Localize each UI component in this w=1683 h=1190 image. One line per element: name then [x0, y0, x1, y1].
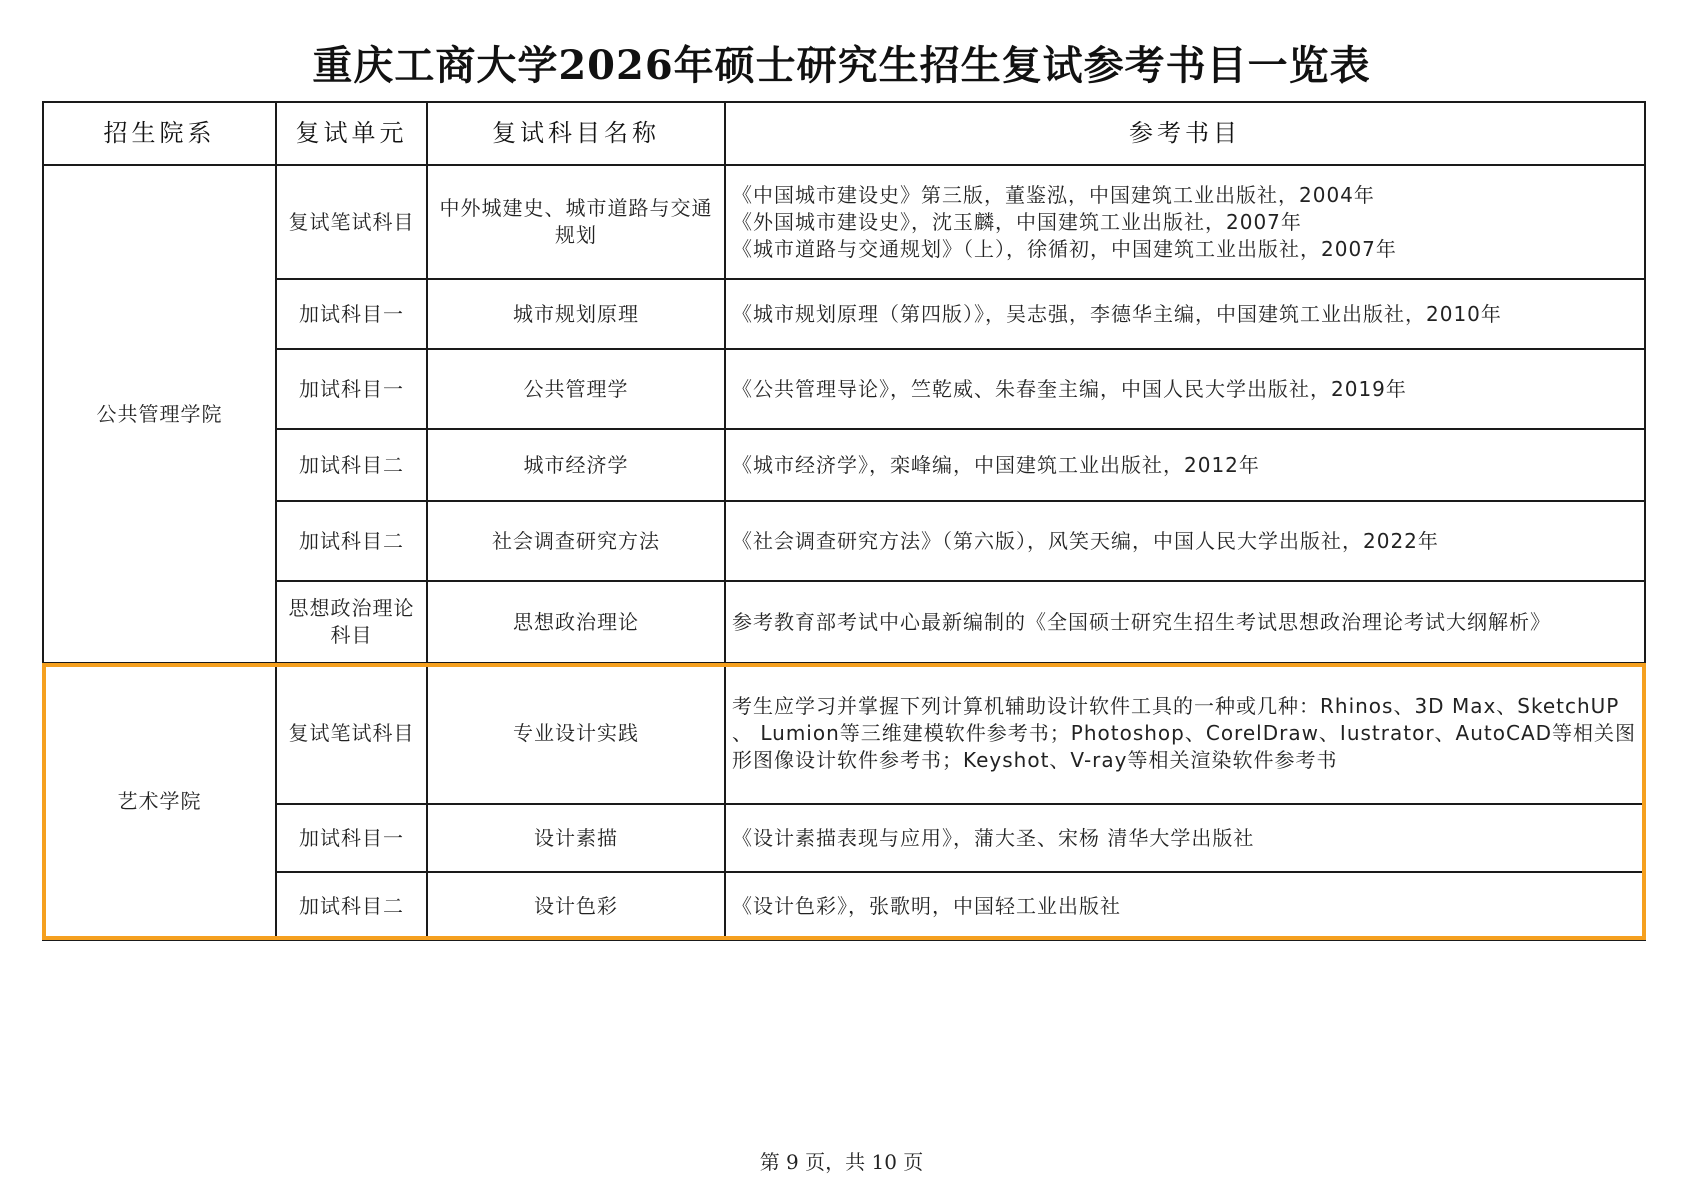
college-cell-public-management: 公共管理学院: [43, 165, 276, 663]
table-row: [43, 279, 1645, 349]
subject-cell: 社会调查研究方法: [427, 501, 725, 581]
unit-cell: 思想政治理论科目: [276, 581, 427, 663]
books-cell: [725, 872, 1645, 940]
table-row: [43, 804, 1645, 872]
table-row: [43, 349, 1645, 429]
subject-cell: 中外城建史、城市道路与交通规划: [427, 165, 725, 279]
books-cell: [725, 349, 1645, 429]
books-cell: [725, 165, 1645, 279]
unit-cell: 加试科目一: [276, 349, 427, 429]
reference-book-table: [42, 101, 1646, 941]
book-entry: 《社会调查研究方法》（第六版），风笑天编，中国人民大学出版社，2022年: [732, 528, 1439, 553]
subject-cell: 思想政治理论: [427, 581, 725, 663]
unit-cell: 复试笔试科目: [276, 165, 427, 279]
unit-cell: 加试科目二: [276, 429, 427, 501]
book-entry: 《设计素描表现与应用》，蒲大圣、宋杨 清华大学出版社: [732, 825, 1255, 850]
books-cell: [725, 429, 1645, 501]
unit-cell: 加试科目二: [276, 872, 427, 940]
college-cell-art: 艺术学院: [43, 663, 276, 940]
unit-cell: 加试科目二: [276, 501, 427, 581]
book-entry: 参考教育部考试中心最新编制的《全国硕士研究生招生考试思想政治理论考试大纲解析》: [732, 609, 1551, 634]
subject-cell: 设计色彩: [427, 872, 725, 940]
books-cell: [725, 804, 1645, 872]
book-entry: 《城市经济学》，栾峰编，中国建筑工业出版社，2012年: [732, 452, 1260, 477]
header-unit: 复试单元: [276, 102, 427, 165]
unit-cell: 加试科目一: [276, 804, 427, 872]
book-entry: 《外国城市建设史》，沈玉麟，中国建筑工业出版社，2007年: [732, 209, 1302, 234]
header-college: 招生院系: [43, 102, 276, 165]
table-row: [43, 429, 1645, 501]
page-footer: 第 9 页，共 10 页: [759, 1150, 924, 1174]
books-cell: [725, 663, 1645, 804]
subject-cell: 专业设计实践: [427, 663, 725, 804]
books-cell: [725, 501, 1645, 581]
books-cell: [725, 581, 1645, 663]
table-row: [43, 663, 1645, 804]
book-entry: 《中国城市建设史》第三版，董鉴泓，中国建筑工业出版社，2004年: [732, 182, 1375, 207]
header-subject: 复试科目名称: [427, 102, 725, 165]
subject-cell: 设计素描: [427, 804, 725, 872]
book-entry: 考生应学习并掌握下列计算机辅助设计软件工具的一种或几种：Rhinos、3D Max、SketchUP 、 Lumion等三维建模软件参考书；Photoshop、CorelDraw、Iustrator、AutoCAD等相关图形图像设计软件参考书；Keyshot、V-ray等相关渲染软件参考书: [732, 694, 1637, 772]
table-row: [43, 581, 1645, 663]
books-cell: [725, 279, 1645, 349]
page-title: 重庆工商大学2026年硕士研究生招生复试参考书目一览表: [312, 42, 1371, 89]
header-books: 参考书目: [725, 102, 1645, 165]
book-entry: 《公共管理导论》，竺乾威、朱春奎主编，中国人民大学出版社，2019年: [732, 376, 1407, 401]
book-entry: 《城市道路与交通规划》（上），徐循初，中国建筑工业出版社，2007年: [732, 236, 1397, 261]
table-row: [43, 501, 1645, 581]
book-entry: 《设计色彩》，张歌明，中国轻工业出版社: [732, 893, 1121, 918]
table-row: [43, 872, 1645, 940]
unit-cell: 复试笔试科目: [276, 663, 427, 804]
subject-cell: 城市规划原理: [427, 279, 725, 349]
unit-cell: 加试科目一: [276, 279, 427, 349]
table-header-row: [43, 102, 1645, 165]
table-row: [43, 165, 1645, 279]
subject-cell: 城市经济学: [427, 429, 725, 501]
book-entry: 《城市规划原理（第四版）》，吴志强，李德华主编，中国建筑工业出版社，2010年: [732, 301, 1502, 326]
subject-cell: 公共管理学: [427, 349, 725, 429]
